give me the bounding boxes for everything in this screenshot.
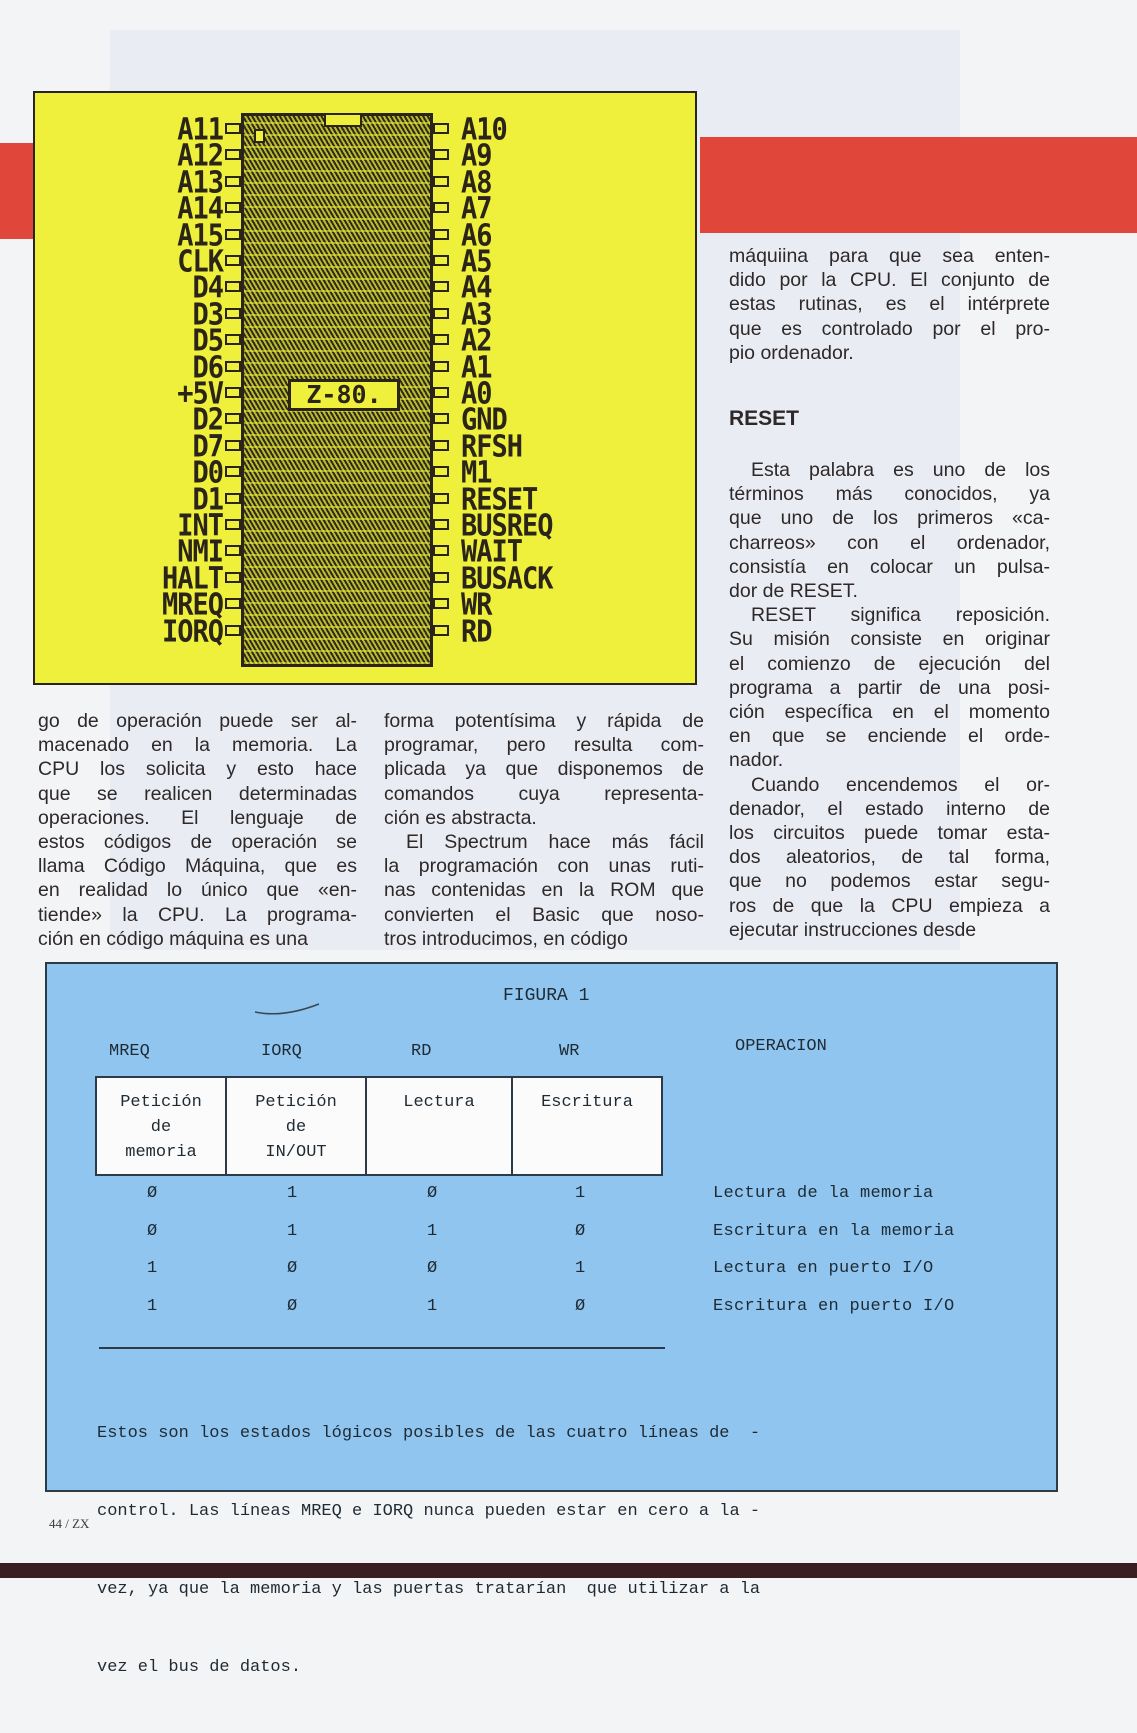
desc-line: Petición bbox=[120, 1093, 202, 1112]
text-line: en que se enciende el orde- bbox=[729, 725, 1050, 748]
operation-label: Lectura de la memoria bbox=[713, 1184, 934, 1203]
pin-lead bbox=[433, 387, 449, 398]
text-line: denador, el estado interno de bbox=[729, 797, 1050, 820]
pin-lead bbox=[225, 519, 241, 530]
separator-rule bbox=[99, 1347, 665, 1349]
text-line: términos más conocidos, ya bbox=[729, 483, 1050, 506]
text-line: dor de RESET. bbox=[729, 580, 858, 603]
figure-title: FIGURA 1 bbox=[503, 986, 590, 1006]
page-folio: 44 / ZX bbox=[49, 1516, 90, 1531]
pin-label: A10 bbox=[461, 112, 507, 148]
chip-label: Z-80. bbox=[288, 379, 400, 411]
desc-line: Petición bbox=[255, 1093, 337, 1112]
pin-lead bbox=[433, 545, 449, 556]
pin-lead bbox=[433, 123, 449, 134]
pin-lead bbox=[225, 334, 241, 345]
pin-label: WAIT bbox=[461, 535, 523, 570]
column-header-rd: RD bbox=[411, 1042, 432, 1061]
pin-lead bbox=[225, 598, 241, 609]
page-edge bbox=[0, 1563, 1137, 1578]
figure-caption bbox=[97, 1369, 760, 1733]
pin-lead bbox=[433, 281, 449, 292]
pin-label: MREQ bbox=[161, 587, 223, 623]
logic-value: 1 bbox=[427, 1296, 438, 1316]
text-line: go de operación puede ser al- bbox=[38, 710, 357, 732]
text-line: ción en código máquina es una bbox=[38, 927, 308, 950]
text-line: ros de que la CPU empieza a bbox=[729, 894, 1050, 917]
desc-line: Escritura bbox=[541, 1093, 633, 1112]
text-line: Su misión consiste en originar bbox=[729, 628, 1050, 651]
pin-lead bbox=[433, 519, 449, 530]
pin-label: A3 bbox=[461, 297, 492, 333]
desc-line: Lectura bbox=[403, 1093, 475, 1112]
pin-label: BUSACK bbox=[461, 561, 553, 597]
chip-notch bbox=[324, 115, 362, 127]
pin-lead bbox=[225, 176, 241, 187]
pin-label: A0 bbox=[461, 376, 492, 412]
text-line: pio ordenador. bbox=[729, 341, 854, 364]
text-line: consistía en colocar un pulsa- bbox=[729, 555, 1050, 578]
pin-lead bbox=[225, 493, 241, 504]
pin-lead bbox=[433, 413, 449, 424]
text-line: máquiina para que sea enten- bbox=[729, 245, 1050, 267]
pin-lead bbox=[433, 255, 449, 266]
pin-lead bbox=[225, 545, 241, 556]
pin-lead bbox=[433, 176, 449, 187]
pin1-marker bbox=[254, 129, 265, 143]
desc-cell-iorq bbox=[227, 1078, 367, 1174]
logic-value: 1 bbox=[287, 1221, 298, 1241]
pin-label: BUSREQ bbox=[461, 508, 553, 544]
logic-value: Ø bbox=[575, 1221, 586, 1241]
pin-lead bbox=[225, 440, 241, 451]
caption-line: Estos son los estados lógicos posibles de las cuatro líneas de - bbox=[97, 1424, 761, 1443]
text-line: CPU los solicita y esto hace bbox=[38, 758, 357, 781]
text-column-2 bbox=[384, 709, 704, 951]
pin-label: A12 bbox=[177, 139, 223, 174]
pin-label: D3 bbox=[192, 297, 223, 333]
text-line: Esta palabra es uno de los bbox=[751, 459, 1050, 481]
text-line: la programación con unas ruti- bbox=[384, 855, 704, 878]
desc-cell-wr bbox=[513, 1078, 661, 1174]
desc-line: memoria bbox=[125, 1143, 197, 1162]
pin-label: A2 bbox=[461, 323, 492, 359]
logic-value: Ø bbox=[147, 1184, 158, 1203]
pin-label: A9 bbox=[461, 139, 492, 174]
pin-label: +5V bbox=[177, 376, 223, 412]
logic-value: Ø bbox=[575, 1296, 586, 1316]
pin-label: D1 bbox=[192, 482, 223, 518]
caption-line: vez el bus de datos. bbox=[97, 1658, 302, 1677]
pin-lead bbox=[225, 149, 241, 160]
desc-line: IN/OUT bbox=[265, 1143, 327, 1162]
text-line: ción es abstracta. bbox=[384, 806, 537, 829]
red-band-right bbox=[700, 137, 1137, 233]
text-line: en realidad lo único que «en- bbox=[38, 879, 357, 902]
column-header-operacion: OPERACION bbox=[735, 1037, 827, 1056]
text-line: que no podemos estar segu- bbox=[729, 870, 1050, 893]
text-column-1 bbox=[38, 709, 357, 951]
desc-line: de bbox=[285, 1118, 307, 1137]
pin-label: CLK bbox=[177, 244, 223, 280]
pin-lead bbox=[433, 572, 449, 583]
text-line: programar, pero resulta com- bbox=[384, 734, 704, 757]
text-line: nas contenidas en la ROM que bbox=[384, 879, 704, 902]
text-line: que uno de los primeros «ca- bbox=[729, 507, 1050, 530]
text-line: comandos cuya representa- bbox=[384, 782, 704, 805]
pin-label: D0 bbox=[192, 455, 223, 491]
desc-line: de bbox=[150, 1118, 172, 1137]
pin-lead bbox=[433, 308, 449, 319]
pin-label: D7 bbox=[192, 429, 223, 465]
pin-label: A15 bbox=[177, 218, 223, 254]
logic-value: Ø bbox=[427, 1184, 438, 1203]
pin-lead bbox=[225, 308, 241, 319]
red-band-left bbox=[0, 143, 36, 239]
text-line: macenado en la memoria. La bbox=[38, 734, 357, 757]
pin-lead bbox=[225, 466, 241, 477]
logic-value: 1 bbox=[427, 1221, 438, 1241]
logic-value: Ø bbox=[147, 1221, 158, 1241]
text-line: dos aleatorios, de tal forma, bbox=[729, 846, 1050, 869]
text-column-3-body bbox=[729, 458, 1050, 942]
signal-description-table bbox=[95, 1076, 663, 1176]
pen-mark bbox=[253, 1002, 323, 1016]
pin-label: RFSH bbox=[461, 429, 523, 465]
logic-value: 1 bbox=[575, 1184, 586, 1203]
pin-label: A14 bbox=[177, 191, 223, 227]
desc-cell-rd bbox=[367, 1078, 513, 1174]
pin-label: M1 bbox=[461, 455, 492, 491]
column-header-iorq: IORQ bbox=[261, 1042, 302, 1061]
pin-label: RD bbox=[461, 614, 492, 650]
pin-label: A4 bbox=[461, 271, 492, 306]
text-line: nador. bbox=[729, 749, 784, 772]
pin-label: A8 bbox=[461, 165, 492, 201]
column-header-mreq: MREQ bbox=[109, 1042, 150, 1061]
operation-label: Lectura en puerto I/O bbox=[713, 1259, 934, 1278]
text-line: ejecutar instrucciones desde bbox=[729, 918, 977, 941]
pin-lead bbox=[433, 493, 449, 504]
text-line: convierten el Basic que noso- bbox=[384, 903, 704, 926]
pin-lead bbox=[225, 202, 241, 213]
text-line: dido por la CPU. El conjunto de bbox=[729, 269, 1050, 292]
pin-lead bbox=[433, 598, 449, 609]
logic-value: Ø bbox=[287, 1259, 298, 1278]
pin-label: RESET bbox=[461, 482, 538, 518]
text-line: llama Código Máquina, que es bbox=[38, 855, 357, 878]
logic-value: 1 bbox=[147, 1259, 158, 1278]
text-line: El Spectrum hace más fácil bbox=[406, 831, 704, 854]
pin-lead bbox=[433, 334, 449, 345]
pin-label: A6 bbox=[461, 218, 492, 254]
pin-lead bbox=[433, 229, 449, 240]
logic-value: Ø bbox=[287, 1296, 298, 1316]
pin-label: A7 bbox=[461, 191, 492, 227]
pin-lead bbox=[225, 281, 241, 292]
pin-lead bbox=[225, 625, 241, 636]
pin-lead bbox=[225, 123, 241, 134]
pin-label: D2 bbox=[192, 403, 223, 438]
text-line: programa a partir de una posi- bbox=[729, 676, 1050, 699]
caption-line: vez, ya que la memoria y las puertas tratarían que utilizar a la bbox=[97, 1580, 761, 1599]
logic-value: 1 bbox=[575, 1259, 586, 1278]
pin-lead bbox=[433, 440, 449, 451]
chip-body bbox=[241, 113, 433, 667]
text-line: Cuando encendemos el or- bbox=[751, 773, 1050, 796]
logic-value: 1 bbox=[287, 1184, 298, 1203]
pin-label: D4 bbox=[192, 271, 223, 306]
text-line: forma potentísima y rápida de bbox=[384, 710, 704, 732]
pin-label: A5 bbox=[461, 244, 492, 280]
text-line: el comienzo de ejecución del bbox=[729, 652, 1050, 675]
caption-line: control. Las líneas MREQ e IORQ nunca pueden estar en cero a la - bbox=[97, 1502, 761, 1521]
pin-label: GND bbox=[461, 403, 507, 438]
operation-label: Escritura en la memoria bbox=[713, 1221, 955, 1241]
section-heading-reset: RESET bbox=[729, 407, 800, 430]
pin-lead bbox=[433, 202, 449, 213]
pin-lead bbox=[433, 361, 449, 372]
text-line: ción específica en el momento bbox=[729, 701, 1050, 724]
text-line: charreos» con el ordenador, bbox=[729, 531, 1050, 554]
text-line: estas rutinas, es el intérprete bbox=[729, 293, 1050, 316]
pin-lead bbox=[433, 625, 449, 636]
pin-lead bbox=[225, 572, 241, 583]
text-line: tiende» la CPU. La programa- bbox=[38, 903, 357, 926]
text-line: que se realicen determinadas bbox=[38, 782, 357, 805]
text-column-3-intro bbox=[729, 244, 1050, 365]
pin-lead bbox=[433, 466, 449, 477]
text-line: los circuitos puede tomar esta- bbox=[729, 822, 1050, 845]
pin-label: A1 bbox=[461, 350, 492, 386]
logic-value: Ø bbox=[427, 1259, 438, 1278]
text-line: tros introducimos, en código bbox=[384, 927, 628, 950]
text-line: estos códigos de operación se bbox=[38, 831, 357, 854]
column-header-wr: WR bbox=[559, 1042, 580, 1061]
z80-pinout-diagram bbox=[33, 91, 697, 685]
pin-lead bbox=[433, 149, 449, 160]
pin-lead bbox=[225, 361, 241, 372]
text-line: operaciones. El lenguaje de bbox=[38, 806, 357, 829]
text-line: que es controlado por el pro- bbox=[729, 317, 1050, 340]
pin-lead bbox=[225, 255, 241, 266]
pin-lead bbox=[225, 229, 241, 240]
text-line: plicada ya que disponemos de bbox=[384, 758, 704, 781]
pin-label: D6 bbox=[192, 350, 223, 386]
desc-cell-mreq bbox=[97, 1078, 227, 1174]
pin-label: WR bbox=[461, 587, 492, 623]
pin-label: NMI bbox=[177, 535, 223, 570]
pin-label: INT bbox=[177, 508, 223, 544]
operation-label: Escritura en puerto I/O bbox=[713, 1296, 955, 1316]
pin-lead bbox=[225, 387, 241, 398]
pin-label: IORQ bbox=[161, 614, 223, 650]
pin-label: A13 bbox=[177, 165, 223, 201]
logic-value: 1 bbox=[147, 1296, 158, 1316]
pin-label: HALT bbox=[161, 561, 223, 597]
pin-label: D5 bbox=[192, 323, 223, 359]
pin-lead bbox=[225, 413, 241, 424]
pin-label: A11 bbox=[177, 112, 223, 148]
text-line: RESET significa reposición. bbox=[751, 604, 1050, 627]
